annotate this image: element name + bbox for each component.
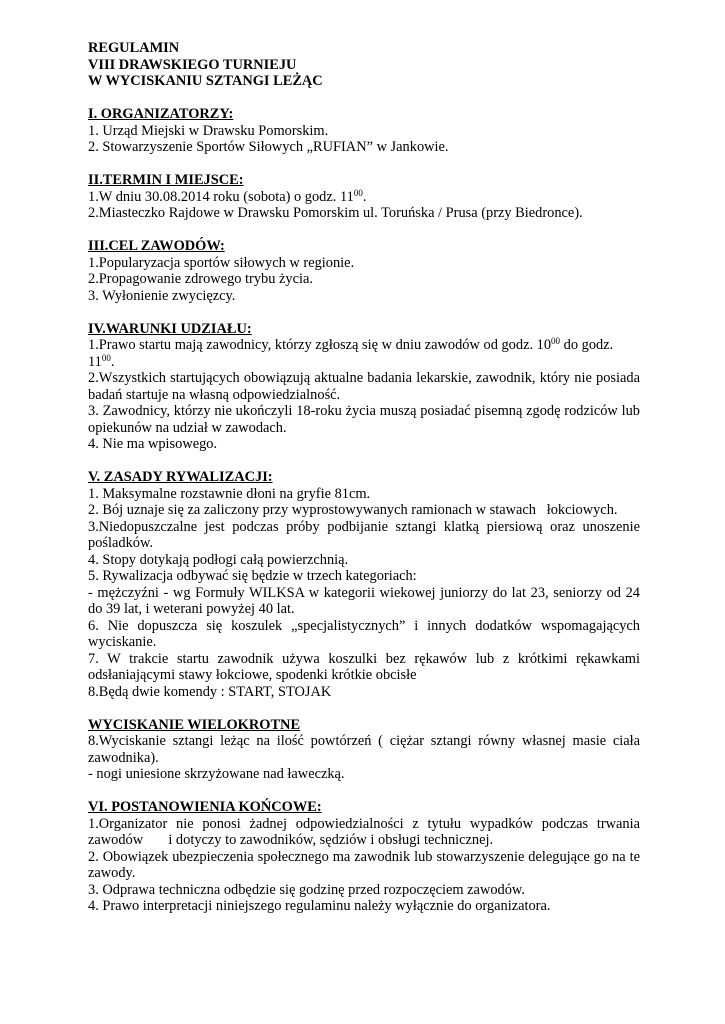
list-item: 1.Popularyzacja sportów siłowych w regionie.: [88, 254, 355, 271]
title-line: REGULAMIN: [88, 40, 180, 56]
list-item: 3.Niedopuszczalne jest podczas próby podbijanie sztangi klatką piersiową oraz unoszenie pośladków.: [88, 518, 640, 551]
list-item: 2.Miasteczko Rajdowe w Drawsku Pomorskim ul. Toruńska / Prusa (przy Biedronce).: [88, 205, 583, 221]
item-text: do godz.: [560, 337, 614, 353]
list-item: - nogi uniesione skrzyżowane nad ławeczką.: [88, 766, 345, 782]
list-item: [88, 189, 640, 206]
document-page: [88, 40, 644, 915]
superscript: 00: [101, 352, 111, 363]
list-item: [88, 337, 640, 354]
list-item: 1.Organizator nie ponosi żadnej odpowiedzialności z tytułu wypadków podczas trwania zawodów i dotyczy to zawodników, sędziów i obsługi technicznej.: [88, 815, 644, 848]
section-organizers: [88, 106, 640, 156]
list-item: 2. Bój uznaje się za zaliczony przy wyprostowywanych ramionach w stawach łokciowych.: [88, 502, 618, 518]
list-item: 6. Nie dopuszcza się koszulek „specjalistycznych” i innych dodatków wspomagających wyciskanie.: [88, 617, 640, 650]
section-heading: II.TERMIN I MIEJSCE:: [88, 172, 244, 188]
list-item: 2.Propagowanie zdrowego trybu życia.: [88, 271, 313, 287]
list-item: 8.Wyciskanie sztangi leżąc na ilość powtórzeń ( ciężar sztangi równy własnej masie ciała zawodnika).: [88, 733, 640, 766]
section-heading: I. ORGANIZATORZY:: [88, 106, 234, 122]
superscript: 00: [551, 336, 561, 346]
list-item: - mężczyźni - wg Formuły WILKSA w kategorii wiekowej juniorzy do lat 23, seniorzy od 24 do 39 lat, i weterani powyżej 40 lat.: [88, 584, 640, 617]
list-item: 4. Prawo interpretacji niniejszego regulaminu należy wyłącznie do organizatora.: [88, 898, 551, 914]
section-heading: V. ZASADY RYWALIZACJI:: [88, 469, 273, 485]
list-item: 1. Maksymalne rozstawnie dłoni na gryfie 81cm.: [88, 485, 371, 502]
title-line: W WYCISKANIU SZTANGI LEŻĄC: [88, 73, 323, 89]
section-multiple-reps: [88, 717, 640, 783]
list-item: 3. Zawodnicy, którzy nie ukończyli 18-roku życia muszą posiadać pisemną zgodę rodziców lub opiekunów na udział w zawodach.: [88, 403, 640, 436]
section-heading: WYCISKANIE WIELOKROTNE: [88, 716, 301, 733]
section-participation: [88, 321, 640, 453]
section-heading: VI. POSTANOWIENIA KOŃCOWE:: [88, 799, 322, 815]
item-text: .: [110, 353, 115, 370]
list-item: 3. Odprawa techniczna odbędzie się godzinę przed rozpoczęciem zawodów.: [88, 881, 525, 898]
list-item: 4. Nie ma wpisowego.: [88, 436, 218, 452]
section-heading: III.CEL ZAWODÓW:: [88, 238, 225, 254]
list-item: 5. Rywalizacja odbywać się będzie w trzech kategoriach:: [88, 568, 417, 584]
item-text: 1.W dniu 30.08.2014 roku (sobota) o godz. 11: [88, 188, 354, 205]
item-text: .: [362, 188, 367, 205]
list-item: 3. Wyłonienie zwycięzcy.: [88, 287, 236, 304]
section-final-provisions: [88, 799, 644, 915]
list-item: 2. Stowarzyszenie Sportów Siłowych „RUFIAN” w Jankowie.: [88, 139, 449, 155]
list-item: 4. Stopy dotykają podłogi całą powierzchnią.: [88, 551, 349, 568]
item-text: 11: [88, 353, 102, 370]
section-goals: [88, 238, 640, 304]
section-date-place: [88, 172, 640, 222]
list-item: 2. Obowiązek ubezpieczenia społecznego ma zawodnik lub stowarzyszenie delegujące go na te zawody.: [88, 848, 640, 881]
superscript: 00: [353, 187, 363, 198]
list-item: 7. W trakcie startu zawodnik używa koszulki bez rękawów lub z krótkimi rękawkami odsłaniającymi stawy łokciowe, spodenki krótkie obcisłe: [88, 650, 640, 683]
item-text: 1.Prawo startu mają zawodnicy, którzy zgłoszą się w dniu zawodów od godz. 10: [88, 337, 552, 353]
document-title: [88, 40, 640, 90]
list-item: 2.Wszystkich startujących obowiązują aktualne badania lekarskie, zawodnik, który nie posiada badań startuje na własną odpowiedzialność.: [88, 370, 640, 403]
list-item: 8.Będą dwie komendy : START, STOJAK: [88, 683, 332, 700]
title-line: VIII DRAWSKIEGO TURNIEJU: [88, 56, 297, 73]
section-rules: [88, 469, 640, 700]
list-item: 1. Urząd Miejski w Drawsku Pomorskim.: [88, 122, 329, 139]
list-item-continuation: [88, 354, 640, 371]
section-heading: IV.WARUNKI UDZIAŁU:: [88, 320, 252, 337]
